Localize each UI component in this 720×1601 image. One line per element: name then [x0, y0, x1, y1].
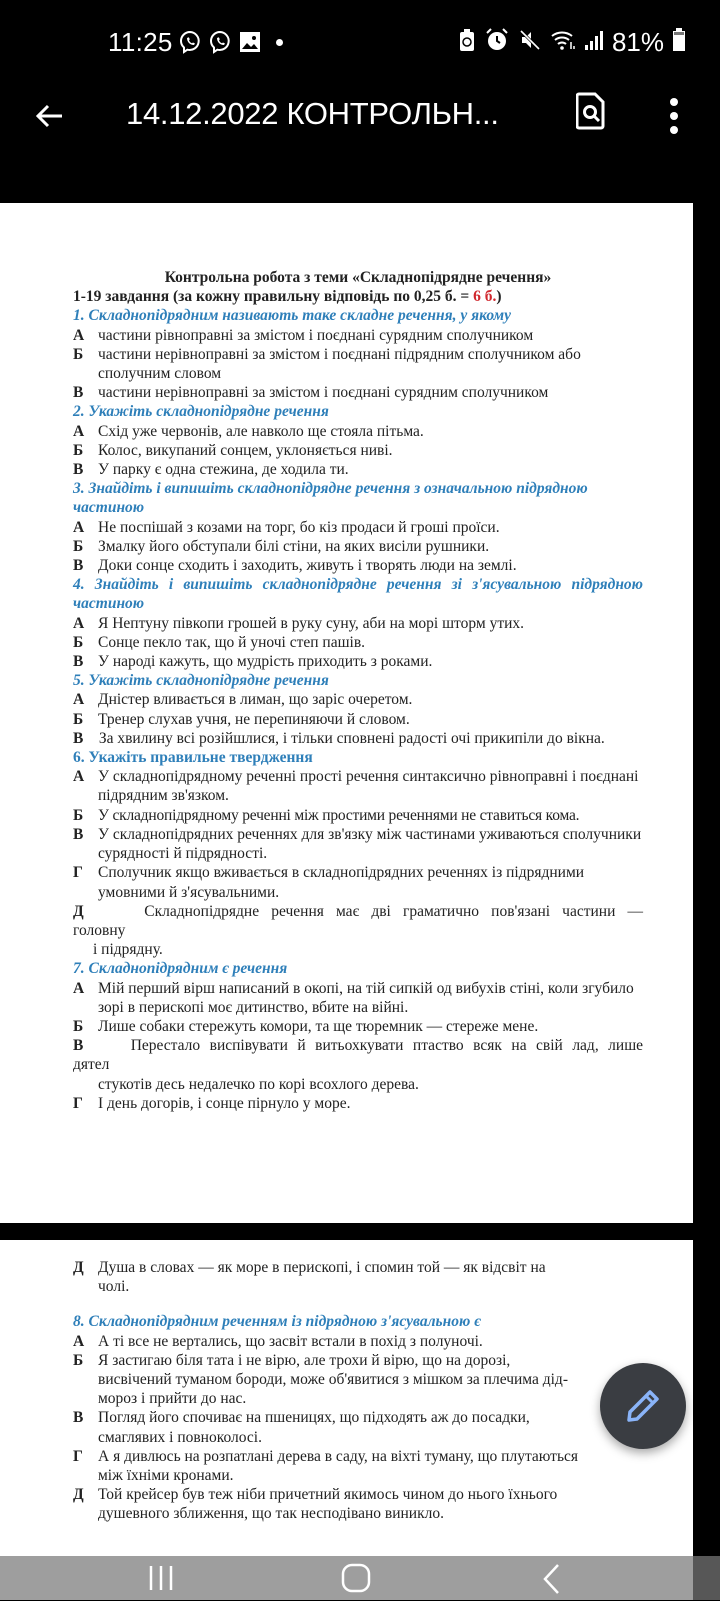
- answer-option: Д Складнопідрядне речення має дві граматично пов'язані частини — головну і підрядну.: [73, 902, 644, 959]
- answer-option: Г Сполучник якщо вживається в складнопідрядних реченнях із підрядними умовними й з'ясувальними.: [73, 864, 585, 901]
- status-right-icons: [458, 27, 686, 58]
- status-time: 11:25: [108, 27, 173, 57]
- answer-option: Б Лише собаки стережуть комори, та ще тюремник — стереже мене.: [73, 1017, 539, 1035]
- recents-icon: [148, 1562, 174, 1594]
- more-vert-icon: [668, 96, 680, 136]
- answer-option: А Не поспішай з козами на торг, бо кіз продаси й гроші проїси.: [73, 518, 500, 536]
- answer-option: В У складнопідрядних реченнях для зв'язку між частинами уживаються сполучники сурядності й підрядності.: [73, 825, 642, 863]
- question-heading: 6. Укажіть правильне твердження: [73, 749, 313, 767]
- image-icon: [238, 30, 262, 54]
- alarm-icon: [484, 27, 510, 58]
- answer-option: Б Колос, викупаний сонцем, уклоняється ниві.: [73, 441, 393, 459]
- total-points: 6 б.: [473, 288, 497, 306]
- question-heading: 5. Укажіть складнопідрядне речення: [73, 672, 329, 690]
- answer-option: В У народі кажуть, що мудрість приходить з роками.: [73, 653, 433, 671]
- answer-option: В За хвилину всі розійшлися, і тільки сповнені радості очі прикипіли до вікна.: [73, 729, 605, 747]
- question-heading: 8. Складнопідрядним реченням із підрядною з'ясувальною є: [73, 1313, 481, 1331]
- answer-option: Б Тренер слухав учня, не перепиняючи й словом.: [73, 710, 410, 728]
- arrow-left-icon: [32, 98, 68, 134]
- back-nav-icon: [540, 1562, 562, 1596]
- answer-option: Д Душа в словах — як море в перископі, і спомин той — як відсвіт на чолі.: [73, 1259, 546, 1296]
- battery-saver-icon: [458, 28, 476, 57]
- document-page-2[interactable]: [0, 1240, 693, 1600]
- home-button[interactable]: [340, 1562, 372, 1599]
- question-heading: 4. Знайдіть і випишіть складнопідрядне речення зі з'ясувальною підрядною частиною: [73, 576, 643, 613]
- question-heading: 7. Складнопідрядним є речення: [73, 960, 288, 978]
- answer-option: Г І день догорів, і сонце пірнуло у море.: [73, 1094, 351, 1112]
- answer-option: Г А я дивлюсь на розпатлані дерева в саду, на віхті туману, що плутаються між їхніми кронами.: [73, 1447, 579, 1485]
- wifi-icon: [550, 28, 576, 57]
- answer-option: А А ті все не вертались, що засвіт встали в похід з полуночі.: [73, 1332, 483, 1350]
- test-subtitle: 1-19 завдання (за кожну правильну відповідь по 0,25 б. = 6 б.): [73, 288, 502, 306]
- answer-option: А Дністер вливається в лиман, що заріс очеретом.: [73, 691, 413, 709]
- answer-option: Б частини нерівноправні за змістом і поєднані підрядним сполучником або сполучним словом: [73, 345, 581, 383]
- answer-option: А Мій перший вірш написаний в окопі, на тій сипкій од вибухів стіні, коли згубило зорі в перископі моє дитинство, вбите на війні.: [73, 979, 634, 1016]
- pencil-icon: [623, 1386, 663, 1426]
- question-heading: 3. Знайдіть і випишіть складнопідрядне речення з означальною підрядною частиною: [73, 480, 588, 517]
- signal-icon: [584, 29, 604, 56]
- edit-fab-button[interactable]: [600, 1363, 686, 1449]
- answer-option: А Я Нептуну півкопи грошей в руку суну, аби на морі шторм утих.: [73, 614, 525, 632]
- document-page-1[interactable]: [0, 203, 693, 1223]
- answer-option: В Перестало виспівувати й витьохкувати птаство всяк на свій лад, лише дятел стукотів десь недалечко по корі всохлого дерева.: [73, 1037, 644, 1093]
- back-button[interactable]: [32, 98, 68, 134]
- recents-button[interactable]: [148, 1562, 174, 1599]
- back-nav-button[interactable]: [540, 1562, 562, 1601]
- viber-icon: [208, 30, 232, 54]
- answer-option: Д Той крейсер був теж ніби причетний якимось чином до нього їхнього душевного зближення, що так несподівано виникло.: [73, 1486, 558, 1523]
- dot-icon: [276, 39, 283, 46]
- page-2-content: [73, 1258, 578, 1524]
- home-icon: [340, 1562, 372, 1594]
- answer-option: В частини нерівноправні за змістом і поєднані сурядним сполучником: [73, 384, 549, 402]
- more-options-button[interactable]: [668, 96, 680, 136]
- battery-percent: 81%: [611, 27, 664, 57]
- status-bar: [0, 0, 720, 88]
- answer-option: Б У складнопідрядному реченні між простими реченнями не ставиться кома.: [73, 806, 580, 824]
- question-heading: 1. Складнопідрядним називають таке складне речення, у якому: [73, 307, 512, 325]
- document-title: 14.12.2022 КОНТРОЛЬН...: [126, 96, 499, 131]
- test-title: Контрольна робота з теми «Складнопідрядне речення»: [164, 269, 552, 286]
- answer-option: В Погляд його спочиває на пшеницях, що підходять аж до посадки, смаглявих і повноколосі.: [73, 1409, 530, 1446]
- mute-icon: [518, 28, 542, 57]
- answer-option: Б Я застигаю біля тата і не вірю, але трохи й вірю, що на дорозі, висвічений туманом бороди, може об'явитися з мішком за плечима дід-мороз і прийти до нас.: [73, 1351, 568, 1408]
- answer-option: А Схід уже червонів, але навколо ще стояла пітьма.: [73, 422, 424, 440]
- answer-option: А У складнопідрядному реченні прості речення синтаксично рівноправні і поєднані підрядним зв'язком.: [73, 768, 639, 805]
- status-left-icons: [178, 30, 283, 54]
- app-bar: [0, 88, 720, 198]
- answer-option: В У парку є одна стежина, де ходила ти.: [73, 461, 349, 479]
- document-search-icon: [576, 92, 606, 130]
- answer-option: В Доки сонце сходить і заходить, живуть і творять люди на землі.: [73, 557, 517, 575]
- system-nav-bar: [0, 1556, 720, 1600]
- question-heading: 2. Укажіть складнопідрядне речення: [73, 403, 329, 421]
- answer-option: Б Сонце пекло так, що й уночі степ пашів.: [73, 633, 366, 651]
- page-1-content: [73, 268, 643, 1113]
- search-in-document-button[interactable]: [576, 92, 606, 130]
- answer-option: Б Змалку його обступали білі стіни, на яких висіли рушники.: [73, 537, 490, 555]
- answer-option: А частини рівноправні за змістом і поєднані сурядним сполучником: [73, 326, 534, 344]
- viber-icon: [178, 30, 202, 54]
- battery-icon: [672, 28, 686, 57]
